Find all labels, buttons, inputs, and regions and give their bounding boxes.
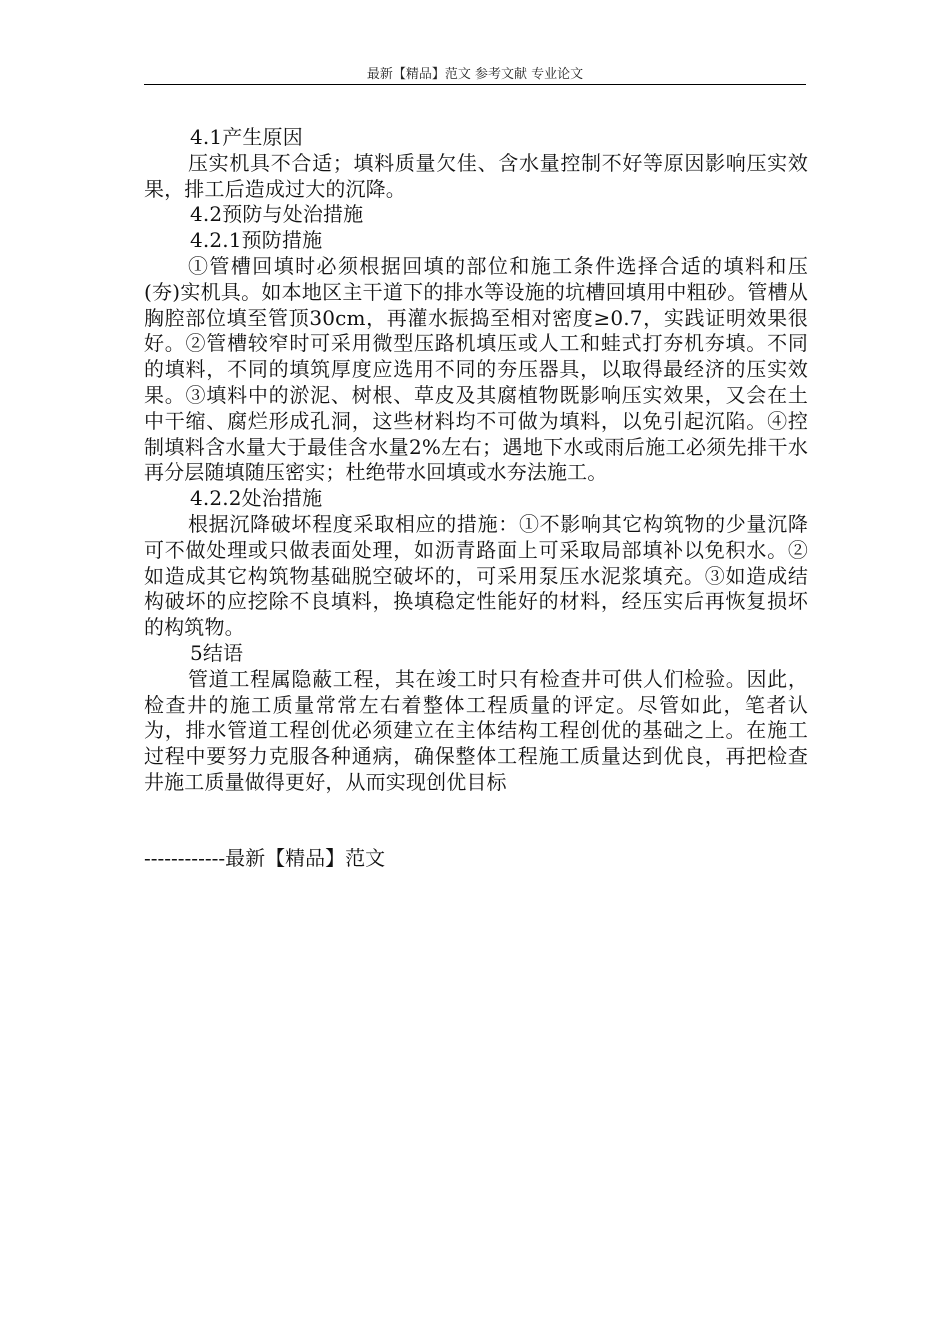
heading-4-2-1: 4.2.1预防措施 xyxy=(190,228,323,253)
heading-4-1: 4.1产生原因 xyxy=(190,125,303,149)
page-footer: ------------最新【精品】范文 xyxy=(144,846,386,870)
heading-5: 5结语 xyxy=(190,640,244,665)
document-body xyxy=(144,125,808,796)
para-4-2-1: ①管槽回填时必须根据回填的部位和施工条件选择合适的填料和压(夯)实机具。如本地区主干道下的排水等设施的坑槽回填用中粗砂。管槽从胸腔部位填至管顶30cm，再灌水振捣至相对密度≥0.7，实践证明效果很好。②管槽较窄时可采用微型压路机填压或人工和蛙式打夯机夯填。不同的填料，不同的填筑厚度应选用不同的夯压器具，以取得最经济的压实效果。③填料中的淤泥、树根、草皮及其腐植物既影响压实效果，又会在土中干缩、腐烂形成孔洞，这些材料均不可做为填料，以免引起沉陷。④控制填料含水量大于最佳含水量2%左右；遇地下水或雨后施工必须先排干水再分层随填随压密实；杜绝带水回填或水夯法施工。 xyxy=(144,253,808,485)
para-5: 管道工程属隐蔽工程，其在竣工时只有检查井可供人们检验。因此，检查井的施工质量常常左右着整体工程质量的评定。尽管如此，笔者认为，排水管道工程创优必须建立在主体结构工程创优的基础之上。在施工过程中要努力克服各种通病，确保整体工程施工质量达到优良，再把检查井施工质量做得更好，从而实现创优目标 xyxy=(144,666,808,794)
header-divider xyxy=(144,84,806,85)
heading-4-2: 4.2预防与处治措施 xyxy=(190,202,364,227)
page-header: 最新【精品】范文 参考文献 专业论文 xyxy=(366,67,584,82)
para-4-2-2: 根据沉降破坏程度采取相应的措施：①不影响其它构筑物的少量沉降可不做处理或只做表面处理，如沥青路面上可采取局部填补以免积水。②如造成其它构筑物基础脱空破坏的，可采用泵压水泥浆填充。③如造成结构破坏的应挖除不良填料，换填稳定性能好的材料，经压实后再恢复损坏的构筑物。 xyxy=(144,511,808,640)
heading-4-2-2: 4.2.2处治措施 xyxy=(190,486,323,511)
para-4-1: 压实机具不合适；填料质量欠佳、含水量控制不好等原因影响压实效果，排工后造成过大的沉降。 xyxy=(144,150,808,201)
